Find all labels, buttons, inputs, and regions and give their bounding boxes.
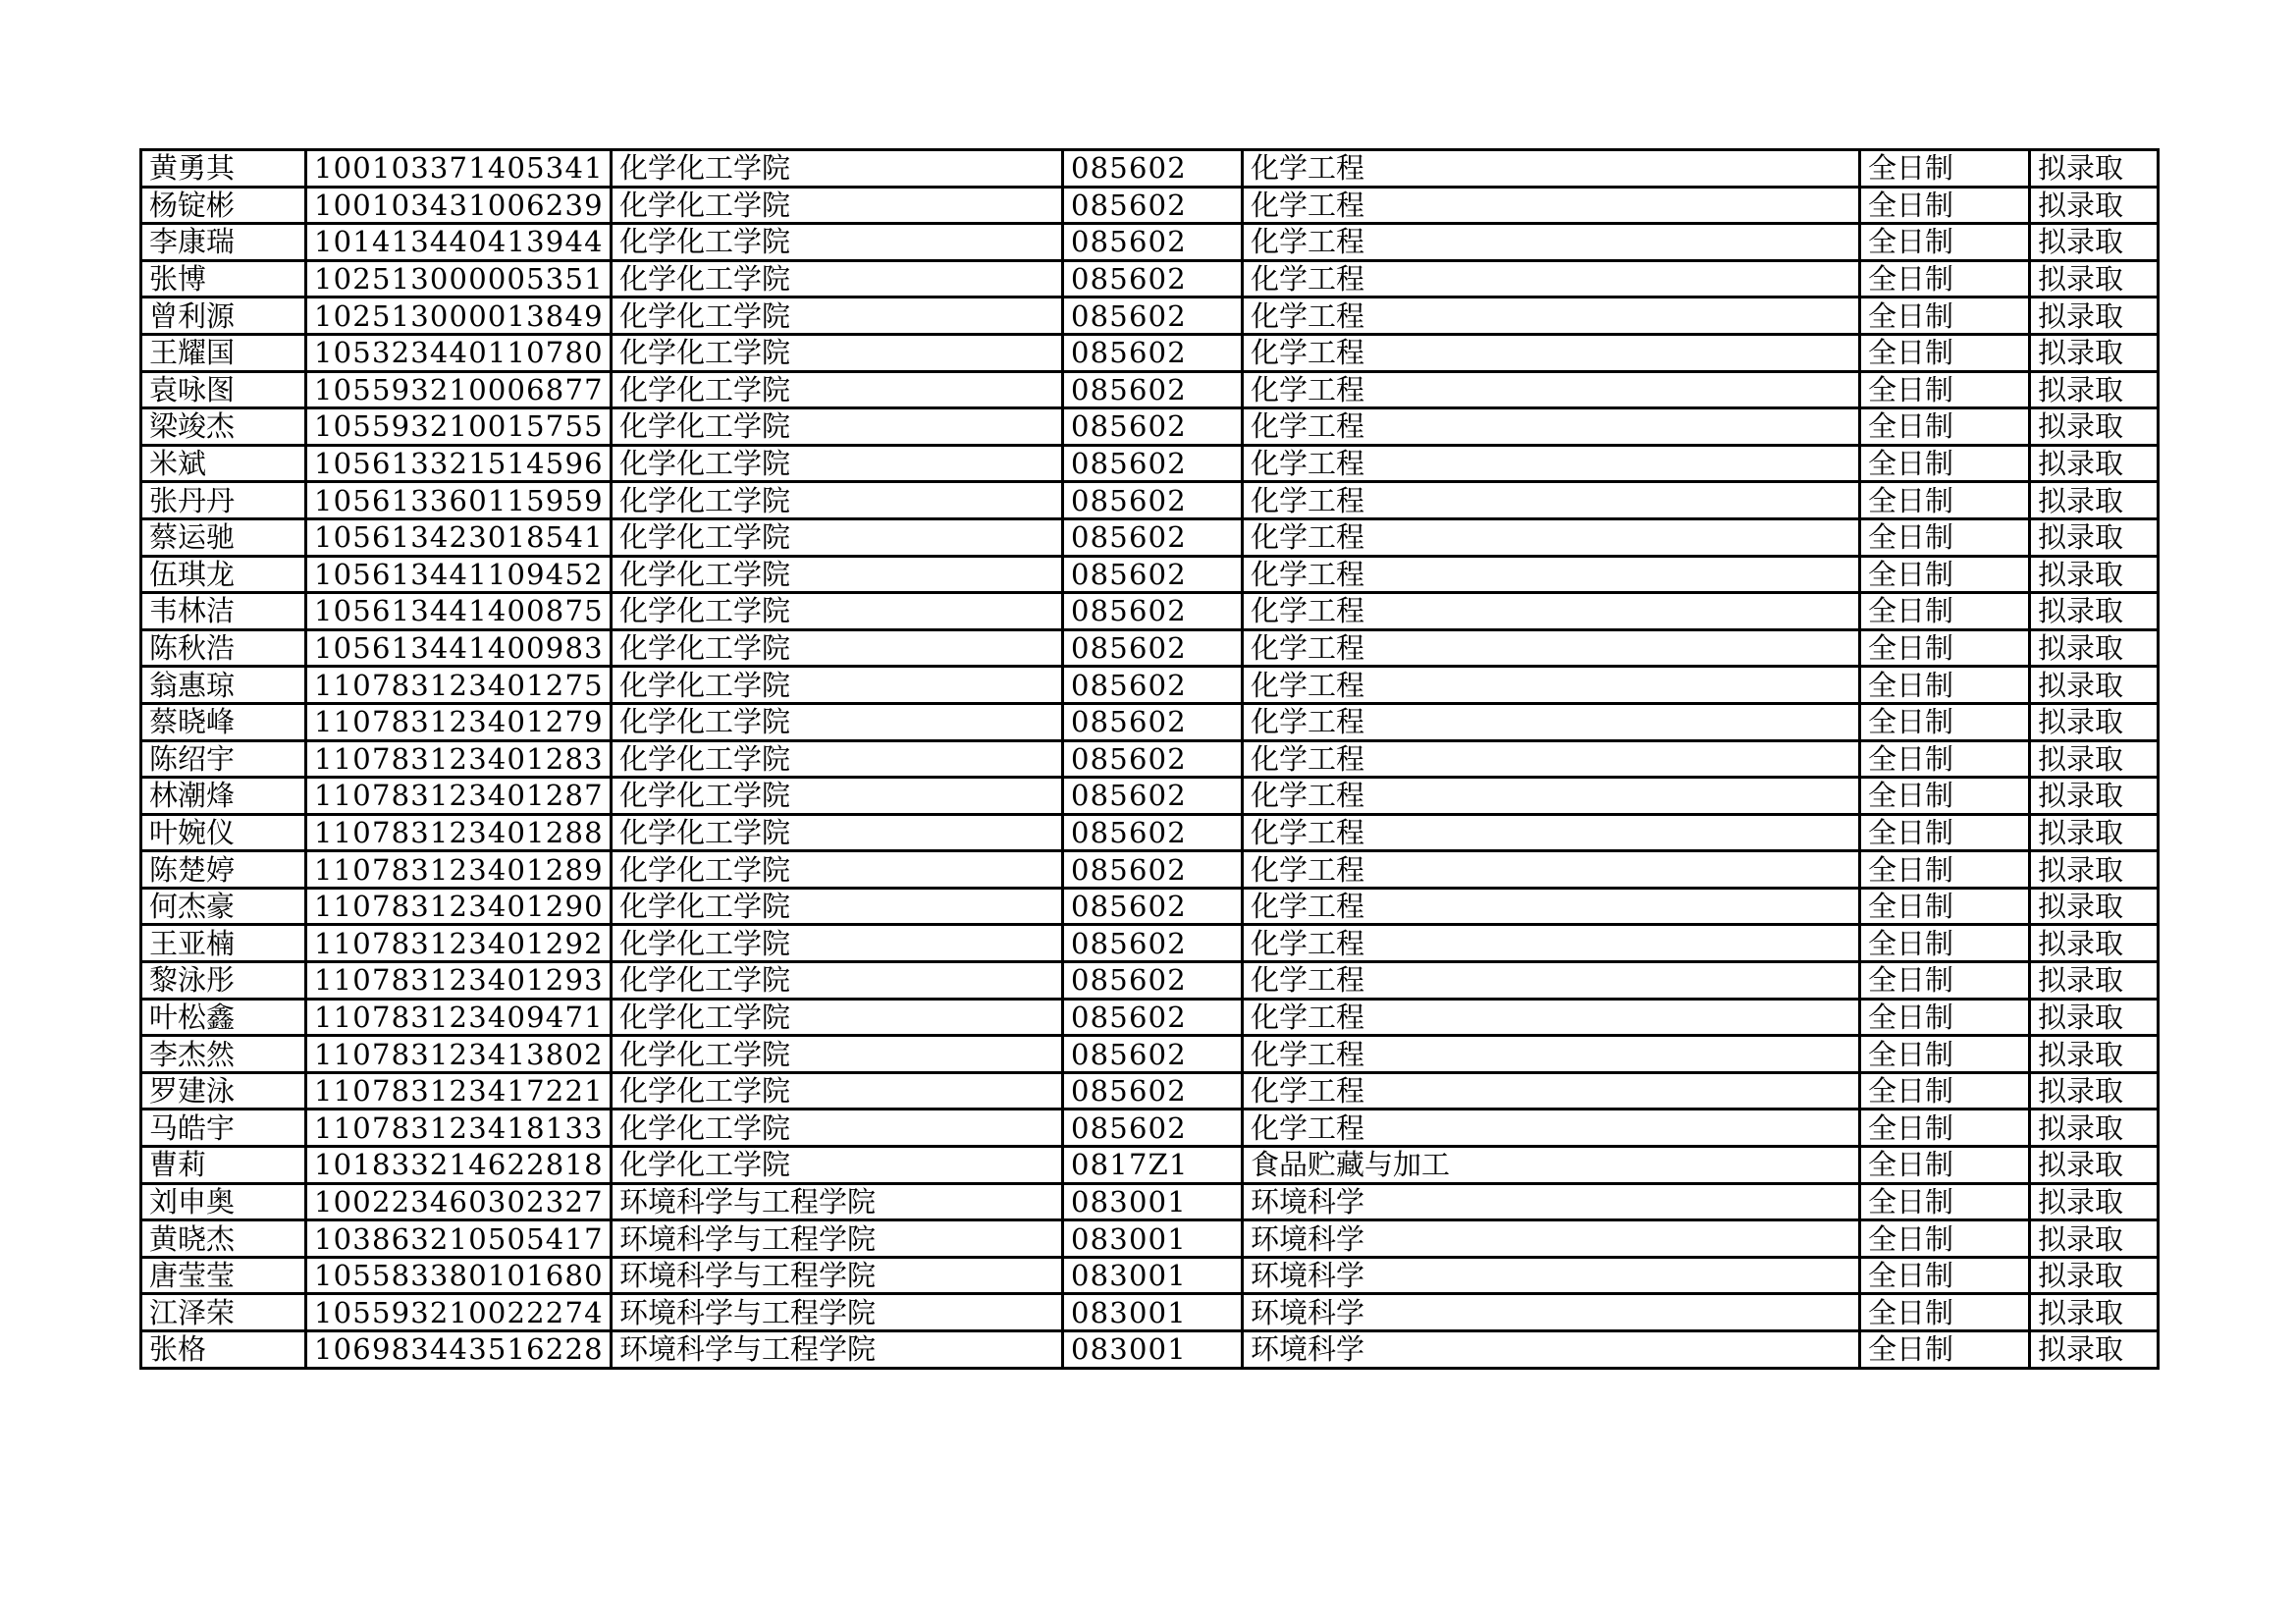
major-name-cell: 化学工程 xyxy=(1243,408,1860,446)
major-name-cell: 化学工程 xyxy=(1243,925,1860,962)
school-cell: 化学化工学院 xyxy=(612,556,1063,593)
study-mode-cell: 全日制 xyxy=(1860,703,2030,740)
major-name-cell: 化学工程 xyxy=(1243,667,1860,704)
major-code-cell: 085602 xyxy=(1063,260,1243,298)
admission-table xyxy=(139,148,2160,1370)
study-mode-cell: 全日制 xyxy=(1860,1331,2030,1369)
table-row xyxy=(141,518,2159,556)
major-name-cell: 环境科学 xyxy=(1243,1294,1860,1331)
major-code-cell: 085602 xyxy=(1063,1036,1243,1073)
exam-id-cell: 105593210006877 xyxy=(306,371,612,408)
admission-status-cell: 拟录取 xyxy=(2030,556,2159,593)
exam-id-cell: 100103431006239 xyxy=(306,187,612,224)
school-cell: 化学化工学院 xyxy=(612,187,1063,224)
school-cell: 环境科学与工程学院 xyxy=(612,1257,1063,1294)
study-mode-cell: 全日制 xyxy=(1860,999,2030,1036)
exam-id-cell: 110783123401289 xyxy=(306,851,612,889)
major-name-cell: 化学工程 xyxy=(1243,445,1860,482)
admission-status-cell: 拟录取 xyxy=(2030,1294,2159,1331)
major-name-cell: 化学工程 xyxy=(1243,1110,1860,1147)
study-mode-cell: 全日制 xyxy=(1860,740,2030,778)
major-code-cell: 085602 xyxy=(1063,482,1243,519)
major-name-cell: 化学工程 xyxy=(1243,999,1860,1036)
table-row xyxy=(141,482,2159,519)
study-mode-cell: 全日制 xyxy=(1860,1036,2030,1073)
admission-status-cell: 拟录取 xyxy=(2030,1331,2159,1369)
admission-status-cell: 拟录取 xyxy=(2030,1110,2159,1147)
study-mode-cell: 全日制 xyxy=(1860,1072,2030,1110)
exam-id-cell: 105613441400875 xyxy=(306,593,612,630)
admission-status-cell: 拟录取 xyxy=(2030,1072,2159,1110)
study-mode-cell: 全日制 xyxy=(1860,298,2030,335)
major-name-cell: 化学工程 xyxy=(1243,962,1860,1000)
major-name-cell: 化学工程 xyxy=(1243,1036,1860,1073)
candidate-name-cell: 李杰然 xyxy=(141,1036,306,1073)
study-mode-cell: 全日制 xyxy=(1860,888,2030,925)
candidate-name-cell: 张格 xyxy=(141,1331,306,1369)
table-row xyxy=(141,740,2159,778)
major-code-cell: 085602 xyxy=(1063,851,1243,889)
study-mode-cell: 全日制 xyxy=(1860,593,2030,630)
major-code-cell: 085602 xyxy=(1063,334,1243,371)
study-mode-cell: 全日制 xyxy=(1860,482,2030,519)
major-code-cell: 085602 xyxy=(1063,518,1243,556)
table-row xyxy=(141,556,2159,593)
admission-status-cell: 拟录取 xyxy=(2030,962,2159,1000)
major-name-cell: 化学工程 xyxy=(1243,740,1860,778)
major-name-cell: 环境科学 xyxy=(1243,1331,1860,1369)
table-row xyxy=(141,298,2159,335)
admission-status-cell: 拟录取 xyxy=(2030,740,2159,778)
table-row xyxy=(141,593,2159,630)
school-cell: 环境科学与工程学院 xyxy=(612,1183,1063,1220)
candidate-name-cell: 黄勇其 xyxy=(141,150,306,188)
major-code-cell: 085602 xyxy=(1063,593,1243,630)
candidate-name-cell: 刘申奥 xyxy=(141,1183,306,1220)
exam-id-cell: 110783123409471 xyxy=(306,999,612,1036)
admission-status-cell: 拟录取 xyxy=(2030,703,2159,740)
school-cell: 化学化工学院 xyxy=(612,1110,1063,1147)
major-code-cell: 085602 xyxy=(1063,224,1243,261)
candidate-name-cell: 韦林洁 xyxy=(141,593,306,630)
candidate-name-cell: 王亚楠 xyxy=(141,925,306,962)
study-mode-cell: 全日制 xyxy=(1860,1294,2030,1331)
school-cell: 化学化工学院 xyxy=(612,1036,1063,1073)
admission-status-cell: 拟录取 xyxy=(2030,1183,2159,1220)
major-name-cell: 化学工程 xyxy=(1243,518,1860,556)
candidate-name-cell: 马皓宇 xyxy=(141,1110,306,1147)
table-row xyxy=(141,1110,2159,1147)
table-row xyxy=(141,629,2159,667)
major-name-cell: 化学工程 xyxy=(1243,150,1860,188)
candidate-name-cell: 曾利源 xyxy=(141,298,306,335)
exam-id-cell: 110783123401287 xyxy=(306,778,612,815)
school-cell: 化学化工学院 xyxy=(612,371,1063,408)
school-cell: 环境科学与工程学院 xyxy=(612,1331,1063,1369)
exam-id-cell: 101833214622818 xyxy=(306,1147,612,1184)
admission-status-cell: 拟录取 xyxy=(2030,925,2159,962)
table-row xyxy=(141,814,2159,851)
exam-id-cell: 110783123417221 xyxy=(306,1072,612,1110)
study-mode-cell: 全日制 xyxy=(1860,260,2030,298)
school-cell: 化学化工学院 xyxy=(612,888,1063,925)
school-cell: 化学化工学院 xyxy=(612,593,1063,630)
candidate-name-cell: 唐莹莹 xyxy=(141,1257,306,1294)
candidate-name-cell: 蔡运驰 xyxy=(141,518,306,556)
study-mode-cell: 全日制 xyxy=(1860,962,2030,1000)
table-row xyxy=(141,445,2159,482)
exam-id-cell: 105593210015755 xyxy=(306,408,612,446)
exam-id-cell: 110783123401293 xyxy=(306,962,612,1000)
candidate-name-cell: 陈秋浩 xyxy=(141,629,306,667)
candidate-name-cell: 罗建泳 xyxy=(141,1072,306,1110)
school-cell: 化学化工学院 xyxy=(612,224,1063,261)
major-code-cell: 085602 xyxy=(1063,556,1243,593)
study-mode-cell: 全日制 xyxy=(1860,667,2030,704)
exam-id-cell: 105323440110780 xyxy=(306,334,612,371)
candidate-name-cell: 陈绍宇 xyxy=(141,740,306,778)
admission-status-cell: 拟录取 xyxy=(2030,778,2159,815)
school-cell: 化学化工学院 xyxy=(612,408,1063,446)
exam-id-cell: 100103371405341 xyxy=(306,150,612,188)
exam-id-cell: 105613423018541 xyxy=(306,518,612,556)
major-name-cell: 化学工程 xyxy=(1243,778,1860,815)
major-code-cell: 085602 xyxy=(1063,888,1243,925)
table-row xyxy=(141,408,2159,446)
exam-id-cell: 110783123418133 xyxy=(306,1110,612,1147)
table-row xyxy=(141,1220,2159,1258)
table-row xyxy=(141,1183,2159,1220)
admission-status-cell: 拟录取 xyxy=(2030,851,2159,889)
exam-id-cell: 102513000005351 xyxy=(306,260,612,298)
major-code-cell: 085602 xyxy=(1063,999,1243,1036)
table-row xyxy=(141,778,2159,815)
exam-id-cell: 110783123401290 xyxy=(306,888,612,925)
study-mode-cell: 全日制 xyxy=(1860,334,2030,371)
exam-id-cell: 110783123413802 xyxy=(306,1036,612,1073)
admission-status-cell: 拟录取 xyxy=(2030,518,2159,556)
candidate-name-cell: 黎泳彤 xyxy=(141,962,306,1000)
school-cell: 化学化工学院 xyxy=(612,703,1063,740)
exam-id-cell: 105613321514596 xyxy=(306,445,612,482)
candidate-name-cell: 杨锭彬 xyxy=(141,187,306,224)
exam-id-cell: 105583380101680 xyxy=(306,1257,612,1294)
school-cell: 化学化工学院 xyxy=(612,740,1063,778)
candidate-name-cell: 李康瑞 xyxy=(141,224,306,261)
major-name-cell: 化学工程 xyxy=(1243,260,1860,298)
school-cell: 环境科学与工程学院 xyxy=(612,1294,1063,1331)
exam-id-cell: 105593210022274 xyxy=(306,1294,612,1331)
study-mode-cell: 全日制 xyxy=(1860,150,2030,188)
table-row xyxy=(141,371,2159,408)
school-cell: 化学化工学院 xyxy=(612,1147,1063,1184)
table-row xyxy=(141,925,2159,962)
major-code-cell: 085602 xyxy=(1063,408,1243,446)
study-mode-cell: 全日制 xyxy=(1860,224,2030,261)
admission-status-cell: 拟录取 xyxy=(2030,888,2159,925)
major-name-cell: 化学工程 xyxy=(1243,556,1860,593)
admission-status-cell: 拟录取 xyxy=(2030,298,2159,335)
exam-id-cell: 106983443516228 xyxy=(306,1331,612,1369)
major-name-cell: 环境科学 xyxy=(1243,1257,1860,1294)
study-mode-cell: 全日制 xyxy=(1860,1257,2030,1294)
admission-status-cell: 拟录取 xyxy=(2030,482,2159,519)
exam-id-cell: 105613441109452 xyxy=(306,556,612,593)
exam-id-cell: 110783123401288 xyxy=(306,814,612,851)
study-mode-cell: 全日制 xyxy=(1860,1110,2030,1147)
candidate-name-cell: 米斌 xyxy=(141,445,306,482)
admission-status-cell: 拟录取 xyxy=(2030,667,2159,704)
school-cell: 化学化工学院 xyxy=(612,999,1063,1036)
exam-id-cell: 105613360115959 xyxy=(306,482,612,519)
school-cell: 化学化工学院 xyxy=(612,629,1063,667)
major-code-cell: 085602 xyxy=(1063,371,1243,408)
admission-status-cell: 拟录取 xyxy=(2030,371,2159,408)
candidate-name-cell: 叶松鑫 xyxy=(141,999,306,1036)
major-name-cell: 化学工程 xyxy=(1243,187,1860,224)
study-mode-cell: 全日制 xyxy=(1860,814,2030,851)
major-name-cell: 化学工程 xyxy=(1243,482,1860,519)
major-code-cell: 085602 xyxy=(1063,667,1243,704)
table-row xyxy=(141,150,2159,188)
school-cell: 化学化工学院 xyxy=(612,518,1063,556)
school-cell: 环境科学与工程学院 xyxy=(612,1220,1063,1258)
major-name-cell: 化学工程 xyxy=(1243,814,1860,851)
admission-status-cell: 拟录取 xyxy=(2030,445,2159,482)
school-cell: 化学化工学院 xyxy=(612,445,1063,482)
study-mode-cell: 全日制 xyxy=(1860,1220,2030,1258)
table-row xyxy=(141,1147,2159,1184)
major-code-cell: 085602 xyxy=(1063,962,1243,1000)
table-body xyxy=(141,150,2159,1369)
candidate-name-cell: 张丹丹 xyxy=(141,482,306,519)
admission-status-cell: 拟录取 xyxy=(2030,1036,2159,1073)
school-cell: 化学化工学院 xyxy=(612,260,1063,298)
major-name-cell: 化学工程 xyxy=(1243,334,1860,371)
exam-id-cell: 110783123401292 xyxy=(306,925,612,962)
admission-status-cell: 拟录取 xyxy=(2030,150,2159,188)
admission-status-cell: 拟录取 xyxy=(2030,1147,2159,1184)
study-mode-cell: 全日制 xyxy=(1860,371,2030,408)
major-code-cell: 085602 xyxy=(1063,814,1243,851)
study-mode-cell: 全日制 xyxy=(1860,778,2030,815)
study-mode-cell: 全日制 xyxy=(1860,851,2030,889)
major-code-cell: 0817Z1 xyxy=(1063,1147,1243,1184)
study-mode-cell: 全日制 xyxy=(1860,408,2030,446)
major-code-cell: 085602 xyxy=(1063,925,1243,962)
exam-id-cell: 110783123401275 xyxy=(306,667,612,704)
table-row xyxy=(141,1331,2159,1369)
table-row xyxy=(141,1257,2159,1294)
major-code-cell: 083001 xyxy=(1063,1257,1243,1294)
major-code-cell: 083001 xyxy=(1063,1294,1243,1331)
school-cell: 化学化工学院 xyxy=(612,334,1063,371)
study-mode-cell: 全日制 xyxy=(1860,925,2030,962)
major-name-cell: 化学工程 xyxy=(1243,298,1860,335)
exam-id-cell: 101413440413944 xyxy=(306,224,612,261)
major-name-cell: 环境科学 xyxy=(1243,1220,1860,1258)
candidate-name-cell: 黄晓杰 xyxy=(141,1220,306,1258)
school-cell: 化学化工学院 xyxy=(612,814,1063,851)
major-name-cell: 化学工程 xyxy=(1243,629,1860,667)
exam-id-cell: 102513000013849 xyxy=(306,298,612,335)
admission-status-cell: 拟录取 xyxy=(2030,408,2159,446)
candidate-name-cell: 叶婉仪 xyxy=(141,814,306,851)
exam-id-cell: 100223460302327 xyxy=(306,1183,612,1220)
table-row xyxy=(141,999,2159,1036)
major-name-cell: 化学工程 xyxy=(1243,703,1860,740)
major-name-cell: 化学工程 xyxy=(1243,1072,1860,1110)
table-row xyxy=(141,667,2159,704)
major-name-cell: 化学工程 xyxy=(1243,593,1860,630)
table-row xyxy=(141,187,2159,224)
school-cell: 化学化工学院 xyxy=(612,667,1063,704)
major-code-cell: 083001 xyxy=(1063,1220,1243,1258)
school-cell: 化学化工学院 xyxy=(612,925,1063,962)
major-code-cell: 085602 xyxy=(1063,1072,1243,1110)
admission-status-cell: 拟录取 xyxy=(2030,999,2159,1036)
major-code-cell: 085602 xyxy=(1063,298,1243,335)
admission-status-cell: 拟录取 xyxy=(2030,224,2159,261)
candidate-name-cell: 江泽荣 xyxy=(141,1294,306,1331)
major-name-cell: 化学工程 xyxy=(1243,888,1860,925)
table-row xyxy=(141,334,2159,371)
table-row xyxy=(141,962,2159,1000)
candidate-name-cell: 蔡晓峰 xyxy=(141,703,306,740)
table-row xyxy=(141,703,2159,740)
school-cell: 化学化工学院 xyxy=(612,778,1063,815)
major-code-cell: 085602 xyxy=(1063,445,1243,482)
candidate-name-cell: 林潮烽 xyxy=(141,778,306,815)
table-row xyxy=(141,888,2159,925)
admission-status-cell: 拟录取 xyxy=(2030,593,2159,630)
candidate-name-cell: 张博 xyxy=(141,260,306,298)
candidate-name-cell: 袁咏图 xyxy=(141,371,306,408)
major-name-cell: 化学工程 xyxy=(1243,371,1860,408)
table-row xyxy=(141,260,2159,298)
exam-id-cell: 105613441400983 xyxy=(306,629,612,667)
school-cell: 化学化工学院 xyxy=(612,1072,1063,1110)
table-row xyxy=(141,1072,2159,1110)
candidate-name-cell: 陈楚婷 xyxy=(141,851,306,889)
major-code-cell: 085602 xyxy=(1063,629,1243,667)
candidate-name-cell: 何杰豪 xyxy=(141,888,306,925)
study-mode-cell: 全日制 xyxy=(1860,629,2030,667)
major-code-cell: 085602 xyxy=(1063,740,1243,778)
study-mode-cell: 全日制 xyxy=(1860,187,2030,224)
major-name-cell: 化学工程 xyxy=(1243,851,1860,889)
table-row xyxy=(141,1036,2159,1073)
exam-id-cell: 103863210505417 xyxy=(306,1220,612,1258)
major-code-cell: 083001 xyxy=(1063,1183,1243,1220)
study-mode-cell: 全日制 xyxy=(1860,518,2030,556)
admission-status-cell: 拟录取 xyxy=(2030,629,2159,667)
school-cell: 化学化工学院 xyxy=(612,298,1063,335)
exam-id-cell: 110783123401283 xyxy=(306,740,612,778)
candidate-name-cell: 王耀国 xyxy=(141,334,306,371)
school-cell: 化学化工学院 xyxy=(612,482,1063,519)
candidate-name-cell: 翁惠琼 xyxy=(141,667,306,704)
study-mode-cell: 全日制 xyxy=(1860,556,2030,593)
major-code-cell: 085602 xyxy=(1063,187,1243,224)
candidate-name-cell: 梁竣杰 xyxy=(141,408,306,446)
admission-status-cell: 拟录取 xyxy=(2030,187,2159,224)
study-mode-cell: 全日制 xyxy=(1860,1183,2030,1220)
major-code-cell: 085602 xyxy=(1063,150,1243,188)
table-row xyxy=(141,1294,2159,1331)
study-mode-cell: 全日制 xyxy=(1860,1147,2030,1184)
admission-status-cell: 拟录取 xyxy=(2030,814,2159,851)
candidate-name-cell: 伍琪龙 xyxy=(141,556,306,593)
admission-status-cell: 拟录取 xyxy=(2030,1220,2159,1258)
admission-status-cell: 拟录取 xyxy=(2030,260,2159,298)
candidate-name-cell: 曹莉 xyxy=(141,1147,306,1184)
major-name-cell: 环境科学 xyxy=(1243,1183,1860,1220)
table-row xyxy=(141,851,2159,889)
admission-status-cell: 拟录取 xyxy=(2030,334,2159,371)
study-mode-cell: 全日制 xyxy=(1860,445,2030,482)
school-cell: 化学化工学院 xyxy=(612,851,1063,889)
exam-id-cell: 110783123401279 xyxy=(306,703,612,740)
table-row xyxy=(141,224,2159,261)
major-code-cell: 085602 xyxy=(1063,1110,1243,1147)
major-code-cell: 083001 xyxy=(1063,1331,1243,1369)
school-cell: 化学化工学院 xyxy=(612,150,1063,188)
major-name-cell: 化学工程 xyxy=(1243,224,1860,261)
major-name-cell: 食品贮藏与加工 xyxy=(1243,1147,1860,1184)
major-code-cell: 085602 xyxy=(1063,703,1243,740)
school-cell: 化学化工学院 xyxy=(612,962,1063,1000)
major-code-cell: 085602 xyxy=(1063,778,1243,815)
admission-status-cell: 拟录取 xyxy=(2030,1257,2159,1294)
